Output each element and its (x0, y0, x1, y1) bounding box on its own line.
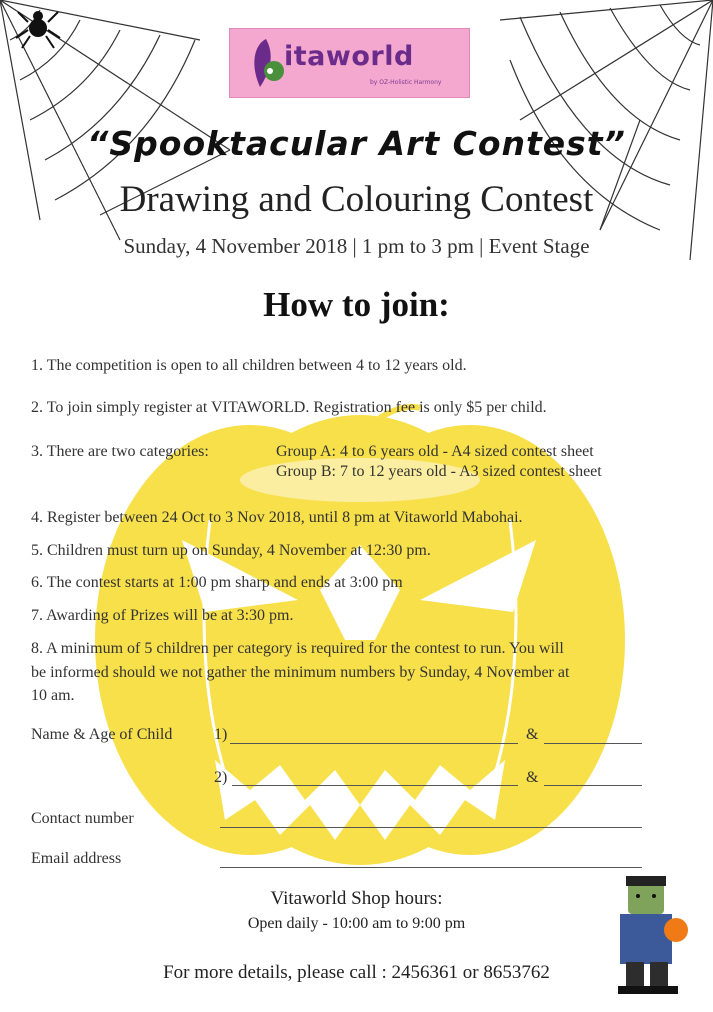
child-2-ampersand: & (526, 769, 539, 786)
contest-title: “Spooktacular Art Contest” (87, 124, 626, 163)
email-address-field[interactable] (220, 867, 642, 868)
rule-2: 2. To join simply register at VITAWORLD. Registration fee is only $5 per child. (31, 399, 547, 416)
spider-icon (16, 11, 60, 48)
rule-5: 5. Children must turn up on Sunday, 4 November at 12:30 pm. (31, 542, 431, 559)
child-2-number: 2) (214, 769, 228, 786)
email-address-label: Email address (31, 850, 122, 867)
vitaworld-logo (229, 28, 470, 98)
child-2-age-field[interactable] (544, 785, 642, 786)
logo-brand-text: itaworld (284, 41, 414, 72)
shop-hours: Open daily - 10:00 am to 9:00 pm (247, 915, 466, 932)
child-1-ampersand: & (526, 726, 539, 743)
name-age-label: Name & Age of Child (31, 726, 173, 743)
event-details: Sunday, 4 November 2018 | 1 pm to 3 pm | Event Stage (123, 234, 590, 258)
contact-info: For more details, please call : 2456361 or 8653762 (163, 962, 550, 983)
group-b: Group B: 7 to 12 years old - A3 sized contest sheet (276, 463, 602, 480)
rule-6: 6. The contest starts at 1:00 pm sharp and ends at 3:00 pm (31, 574, 403, 591)
rule-8-line-3: 10 am. (31, 687, 75, 704)
child-1-age-field[interactable] (544, 743, 642, 744)
group-a: Group A: 4 to 6 years old - A4 sized contest sheet (276, 443, 594, 460)
rule-4: 4. Register between 24 Oct to 3 Nov 2018, until 8 pm at Vitaworld Mabohai. (31, 509, 523, 526)
rule-7: 7. Awarding of Prizes will be at 3:30 pm. (31, 607, 294, 624)
child-2-name-field[interactable] (232, 785, 518, 786)
rule-1: 1. The competition is open to all children between 4 to 12 years old. (31, 357, 467, 374)
shop-hours-title: Vitaworld Shop hours: (270, 888, 443, 909)
rule-3: 3. There are two categories: (31, 443, 209, 460)
child-1-number: 1) (214, 726, 228, 743)
logo-figure-icon (246, 35, 286, 91)
contact-number-label: Contact number (31, 810, 134, 827)
logo-tagline: by OZ-Holistic Harmony (370, 79, 442, 86)
rule-8-line-1: 8. A minimum of 5 children per category is required for the contest to run. You will (31, 640, 564, 657)
child-1-name-field[interactable] (230, 743, 518, 744)
contact-number-field[interactable] (220, 827, 642, 828)
rule-8-line-2: be informed should we not gather the minimum numbers by Sunday, 4 November at (31, 664, 570, 681)
contest-subtitle: Drawing and Colouring Contest (119, 179, 594, 220)
how-to-join-heading: How to join: (263, 285, 450, 324)
